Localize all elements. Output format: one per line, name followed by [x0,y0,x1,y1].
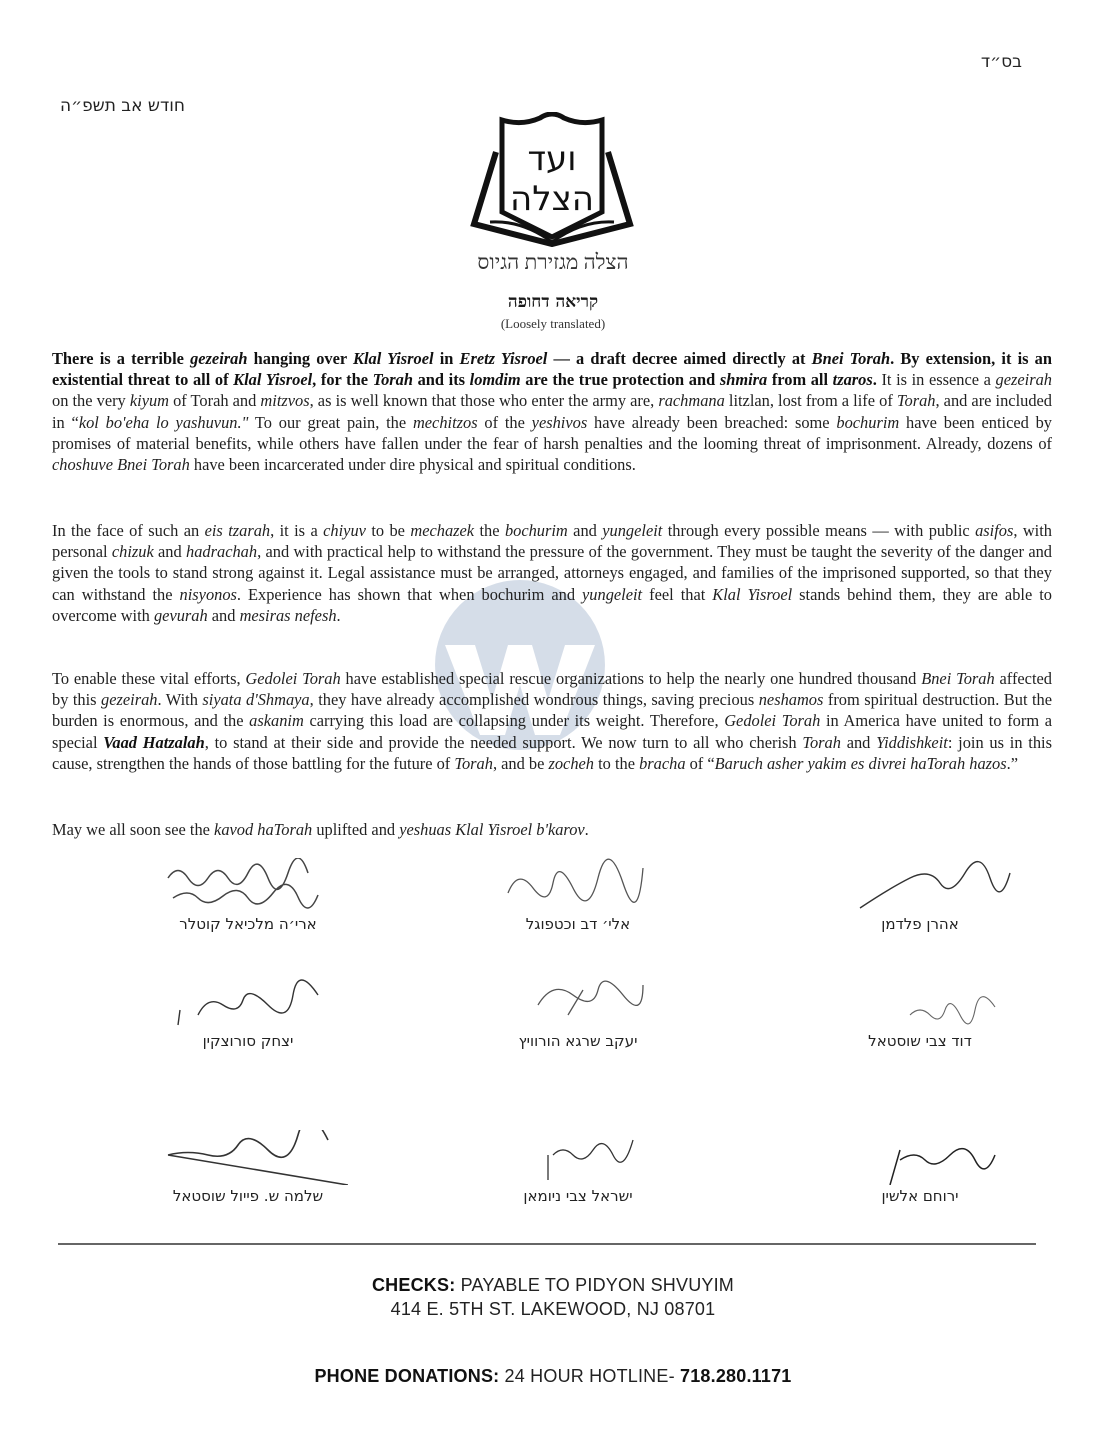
italic-term: Klal Yisroel [353,349,434,368]
italic-term: kavod haTorah [214,820,313,839]
signature-block [448,975,708,1050]
signature-block [118,858,378,933]
italic-term: Vaad Hatzalah [103,732,205,752]
italic-term: zocheh [548,753,594,773]
signer-name: דוד צבי שוסטאל [868,1032,972,1050]
callout-title: קריאה דחופה [507,292,599,312]
italic-term: choshuve Bnei Torah [52,455,190,475]
italic-term: gevurah [153,605,208,625]
italic-term: Klal Yisroel [233,370,313,390]
signature-block [448,1130,708,1205]
italic-term: gezeirah [190,349,248,368]
signature-block [448,858,708,933]
italic-term: Yiddishkeit [876,732,948,752]
italic-term: chiyuv [323,521,366,540]
italic-term: eis tzarah [204,521,271,540]
italic-term: neshamos [758,690,824,710]
signer-name: אהרן פלדמן [881,915,959,933]
phone-label: PHONE DONATIONS: [314,1366,500,1386]
italic-term: yungeleit [602,521,663,540]
signer-name: ארי׳ה מלכיאל קוטלר [179,915,317,933]
italic-term: lomdim [469,370,521,390]
italic-term: chizuk [111,542,154,562]
checks-info [0,1275,1106,1296]
logo-subtitle: הצלה מגזירת הגיוס [477,250,629,274]
italic-term: hadrachah [186,542,258,562]
paragraph-1: There is a terrible gezeirah hanging over Klal Yisroel in Eretz Yisroel — a draft decree aimed directly at Bnei Torah. By extension, it is an existential threat to all of Klal Yisroel, for the Torah and its lomdim are the true protection and shmira from all tzaros. It is in essence a gezeirah on the very kiyum of Torah and mitzvos, as is well known that those who enter the army are, rachmana litzlan, lost from a life of Torah, and are included in “kol bo'eha lo yashuvun." To our great pain, the mechitzos of the yeshivos have already been breached: some bochurim have been enticed by promises of material benefits, while others have fallen under the fear of harsh penalties and the looming threat of imprisonment. Already, dozens of choshuve Bnei Torah have been incarcerated under dire physical and spiritual conditions. [52,349,1052,475]
handwritten-signature [478,1130,678,1185]
italic-term: kiyum [129,391,169,411]
signature-block [118,1130,378,1205]
italic-term: mitzvos [260,391,310,411]
signature-block [118,975,378,1050]
italic-term: bochurim [504,521,568,540]
italic-term: bochurim [836,412,900,432]
italic-term: Torah [802,732,841,752]
checks-label: CHECKS: [371,1275,456,1295]
italic-term: yeshuas Klal Yisroel b'karov [399,820,585,839]
signature-block [790,1130,1050,1205]
open-book-shield-icon [462,112,642,247]
italic-term: Gedolei Torah [724,711,821,731]
italic-term: Bnei Torah [811,349,891,368]
signer-name: יעקב שרגא הורוויץ [518,1032,638,1050]
phone-text: 24 HOUR HOTLINE- [499,1366,680,1386]
italic-term: mechitzos [412,412,478,432]
italic-term: Klal Yisroel [712,584,793,604]
italic-term: kol bo'eha lo yashuvun." [78,412,249,432]
handwritten-signature [478,975,678,1030]
italic-term: gezeirah [995,370,1052,390]
italic-term: Bnei Torah [921,669,995,688]
checks-payee: PAYABLE TO PIDYON SHVUYIM [455,1275,735,1295]
italic-term: yeshivos [531,412,588,432]
mailing-address: 414 E. 5TH ST. LAKEWOOD, NJ 08701 [390,1299,716,1319]
paragraph-3: To enable these vital efforts, Gedolei Torah have established special rescue organizations to help the nearly one hundred thousand Bnei Torah affected by this gezeirah. With siyata d'Shmaya, they have already accomplished wondrous things, saving precious neshamos from spiritual destruction. But the burden is enormous, and the askanim carrying this load are collapsing under its weight. Therefore, Gedolei Torah in America have united to form a special Vaad Hatzalah, to stand at their side and provide the needed support. We now turn to all who cherish Torah and Yiddishkeit: join us in this cause, strengthen the hands of those battling for the future of Torah, and be zocheh to the bracha of “Baruch asher yakim es divrei haTorah hazos.” [52,669,1052,773]
signer-name: אלי׳ דב וכטפוגל [525,915,631,933]
italic-term: shmira [719,370,768,390]
translation-note: (Loosely translated) [500,316,606,331]
phone-number[interactable]: 718.280.1171 [679,1366,792,1386]
handwritten-signature [148,975,348,1030]
italic-term: tzaros [832,370,873,390]
italic-term: gezeirah [101,690,158,710]
italic-term: Torah [372,370,413,390]
logo-title-line2: הצלה [510,179,594,219]
italic-term: Baruch asher yakim es divrei haTorah hazos [714,753,1007,773]
paragraph-4: May we all soon see the kavod haTorah uplifted and yeshuas Klal Yisroel b'karov. [52,820,589,839]
italic-term: rachmana [658,391,725,411]
handwritten-signature [148,1130,348,1185]
italic-term: askanim [249,711,304,731]
italic-term: Eretz Yisroel [459,349,548,368]
signer-name: ישראל צבי ניומאן [523,1187,633,1205]
italic-term: bracha [639,753,686,773]
italic-term: siyata d'Shmaya [202,690,310,710]
italic-term: asifos [975,521,1014,540]
signature-block [790,975,1050,1050]
italic-term: mesiras nefesh [239,605,337,625]
handwritten-signature [148,858,348,913]
handwritten-signature [820,858,1020,913]
logo-title-line1: ועד [527,139,577,179]
divider-line [58,1243,1036,1245]
signer-name: שלמה ש. פייול שוסטאל [172,1187,324,1205]
handwritten-signature [820,975,1020,1030]
signer-name: ירוחם אלשין [881,1187,959,1205]
italic-term: Torah [896,391,936,411]
bsd-header: בס״ד [980,52,1022,72]
paragraph-2: In the face of such an eis tzarah, it is a chiyuv to be mechazek the bochurim and yungeleit through every possible means — with public asifos, with personal chizuk and hadrachah, and with practical help to withstand the pressure of the government. They must be taught the severity of the danger and given the tools to stand strong against it. Legal assistance must be arranged, attorneys engaged, and families of the imprisoned supported, so that they can withstand the nisyonos. Experience has shown that when bochurim and yungeleit feel that Klal Yisroel stands behind them, they are able to overcome with gevurah and mesiras nefesh. [52,521,1052,625]
handwritten-signature [478,858,678,913]
phone-donations [0,1366,1106,1387]
handwritten-signature [820,1130,1020,1185]
italic-term: mechazek [410,521,475,540]
italic-term: Torah [454,753,493,773]
signature-block [790,858,1050,933]
italic-term: nisyonos [179,584,237,604]
italic-term: yungeleit [582,584,643,604]
hebrew-date: חודש אב תשפ״ה [60,96,185,116]
italic-term: Gedolei Torah [245,669,341,688]
signer-name: יצחק סורוצקין [202,1032,294,1050]
